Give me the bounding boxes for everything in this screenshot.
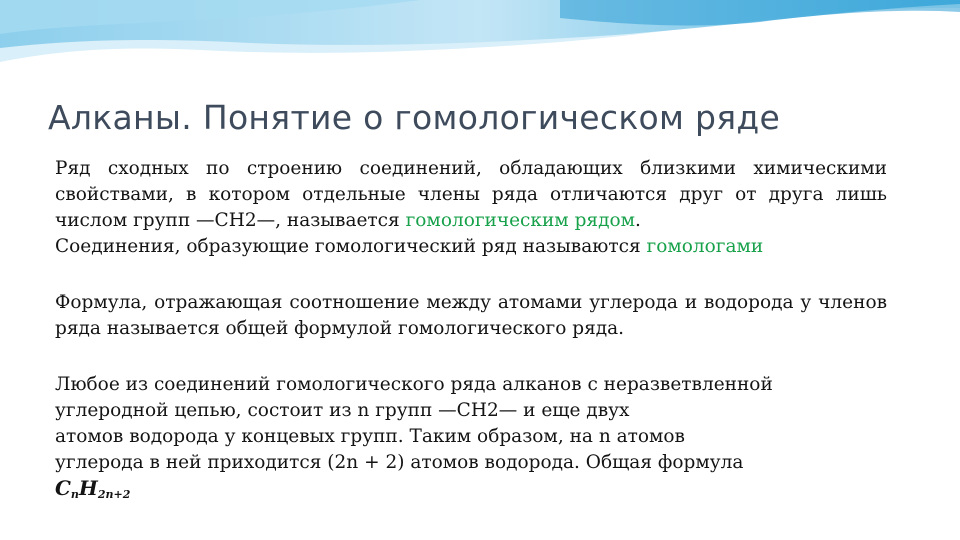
definition-text: Ряд сходных по строению соединений, обладающих близкими химическими свойствами, в котором отдельные члены ряда отличаются друг от друга лишь числом групп —CH2—, называется bbox=[55, 158, 887, 231]
homologues-term: гомологами bbox=[646, 236, 764, 257]
alkane-formula-paragraph bbox=[55, 372, 887, 476]
general-formula-paragraph: Формула, отражающая соотношение между атомами углерода и водорода у членов ряда называется общей формулой гомологического ряда. bbox=[55, 292, 887, 339]
slide-body bbox=[55, 156, 887, 507]
alkane-line-1: Любое из соединений гомологического ряда алканов с неразветвленной bbox=[55, 374, 773, 395]
slide-title: Алканы. Понятие о гомологическом ряде bbox=[48, 98, 781, 137]
homologues-paragraph bbox=[55, 234, 887, 260]
homologous-series-term: гомологическим рядом bbox=[405, 210, 636, 231]
general-formula bbox=[55, 476, 130, 507]
definition-end: . bbox=[635, 210, 641, 231]
formula-carbon-index: n bbox=[70, 488, 79, 501]
formula-hydrogen-index: 2n+2 bbox=[97, 488, 131, 501]
alkane-line-2: углеродной цепью, состоит из n групп —CH2— и еще двух bbox=[55, 400, 630, 421]
alkane-line-4: углерода в ней приходится (2n + 2) атомов водорода. Общая формула bbox=[55, 452, 744, 473]
alkane-line-3: атомов водорода у концевых групп. Таким образом, на n атомов bbox=[55, 426, 685, 447]
header-wave-decoration bbox=[0, 0, 960, 90]
formula-hydrogen: H bbox=[78, 476, 98, 500]
formula-carbon: C bbox=[55, 476, 71, 500]
homologues-text: Соединения, образующие гомологический ряд называются bbox=[55, 236, 647, 257]
definition-paragraph bbox=[55, 156, 887, 234]
